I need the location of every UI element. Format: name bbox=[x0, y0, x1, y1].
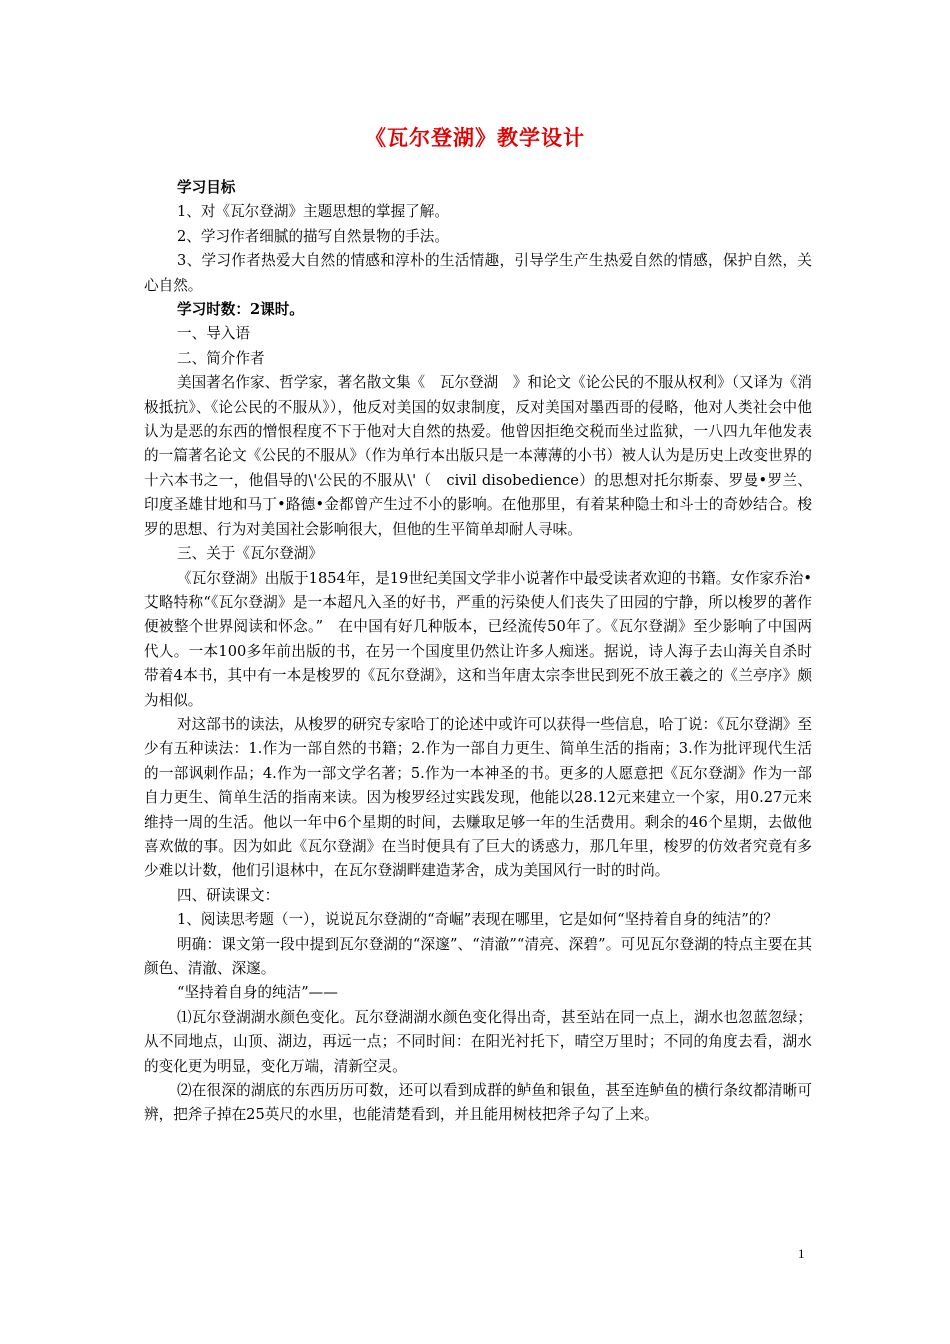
section-heading-about-book: 三、关于《瓦尔登湖》 bbox=[177, 545, 323, 563]
answer-1: 明确：课文第一段中提到瓦尔登湖的“深邃”、“清澈”“清亮、深碧”。可见瓦尔登湖的特点主要在其颜色、清澈、深邃。 bbox=[144, 935, 812, 977]
section-heading-author: 二、简介作者 bbox=[177, 349, 265, 367]
objective-3: 3、学习作者热爱大自然的情感和淳朴的生活情趣，引导学生产生热爱自然的情感，保护自然，关心自然。 bbox=[144, 252, 812, 294]
purity-heading: “坚持着自身的纯洁”—— bbox=[177, 984, 338, 1002]
author-paragraph: 美国著名作家、哲学家，著名散文集《 瓦尔登湖 》和论文《论公民的不服从权利》（又译为《消极抵抗》、《论公民的不服从》），他反对美国的奴隶制度，反对美国对墨西哥的侵略，他对人类社会中他认为是恶的东西的憎恨程度不下于他对大自然的热爱。他曾因拒绝交税而坐过监狱，一八四九年他发表的一篇著名论文《公民的不服从》（作为单行本出版只是一本薄薄的小书）被人认为是历史上改变世界的十六本书之一，他倡导的\'公民的不服从\'（ civil disobedience）的思想对托尔斯泰、罗曼•罗兰、印度圣雄甘地和马丁•路德•金都曾产生过不小的影响。在他那里，有着某种隐士和斗士的奇妙结合。梭罗的思想、行为对美国社会影响很大，但他的生平简单却耐人寻味。 bbox=[144, 374, 812, 538]
objective-1: 1、对《瓦尔登湖》主题思想的掌握了解。 bbox=[177, 203, 449, 221]
about-book-paragraph: 《瓦尔登湖》出版于1854年，是19世纪美国文学非小说著作中最受读者欢迎的书籍。女作家乔治•艾略特称“《瓦尔登湖》是一本超凡入圣的好书，严重的污染使人们丧失了田园的宁静，所以梭罗的著作便被整个世界阅读和怀念。” 在中国有好几种版本，已经流传50年了。《瓦尔登湖》至少影响了中国两代人。一本100多年前出版的书，在另一个国度里仍然让许多人痴迷。据说，诗人海子去山海关自杀时带着4本书，其中有一本是梭罗的《瓦尔登湖》，这和当年唐太宗李世民到死不放王羲之的《兰亭序》颇为相似。 bbox=[144, 569, 812, 709]
objective-2: 2、学习作者细腻的描写自然景物的手法。 bbox=[177, 227, 449, 245]
point-2: ⑵在很深的湖底的东西历历可数，还可以看到成群的鲈鱼和银鱼，甚至连鲈鱼的横行条纹都清晰可辨，把斧子掉在25英尺的水里，也能清楚看到，并且能用树枝把斧子勾了上来。 bbox=[144, 1082, 812, 1124]
page-number: 1 bbox=[798, 1246, 805, 1261]
document-title: 《瓦尔登湖》教学设计 bbox=[365, 125, 585, 150]
point-1: ⑴瓦尔登湖湖水颜色变化。瓦尔登湖湖水颜色变化得出奇，甚至站在同一点上，湖水也忽蓝忽绿；从不同地点，山顶、湖边，再远一点；不同时间：在阳光衬托下，晴空万里时；不同的角度去看，湖水的变化更为明显，变化万端，清新空灵。 bbox=[144, 1008, 812, 1075]
class-hours: 学习时数：2课时。 bbox=[177, 301, 304, 319]
section-heading-study-text: 四、研读课文： bbox=[177, 886, 280, 904]
question-1: 1、阅读思考题（一），说说瓦尔登湖的“奇崛”表现在哪里，它是如何“坚持着自身的纯洁”的？ bbox=[177, 911, 778, 929]
document-body bbox=[144, 176, 812, 1128]
reading-methods-paragraph: 对这部书的读法，从梭罗的研究专家哈丁的论述中或许可以获得一些信息，哈丁说：《瓦尔登湖》至少有五种读法：1.作为一部自然的书籍；2.作为一部自力更生、简单生活的指南；3.作为批评现代生活的一部讽刺作品；4.作为一部文学名著；5.作为一本神圣的书。更多的人愿意把《瓦尔登湖》作为一部自力更生、简单生活的指南来读。因为梭罗经过实践发现，他能以28.12元来建立一个家，用0.27元来维持一周的生活。他以一年中6个星期的时间，去赚取足够一年的生活费用。剩余的46个星期，去做他喜欢做的事。因为如此《瓦尔登湖》在当时便具有了巨大的诱惑力，那几年里，梭罗的仿效者究竟有多少难以计数，他们引退林中，在瓦尔登湖畔建造茅舍，成为美国风行一时的时尚。 bbox=[144, 715, 812, 880]
section-heading-intro: 一、导入语 bbox=[177, 325, 250, 343]
section-heading-objectives: 学习目标 bbox=[177, 179, 236, 196]
